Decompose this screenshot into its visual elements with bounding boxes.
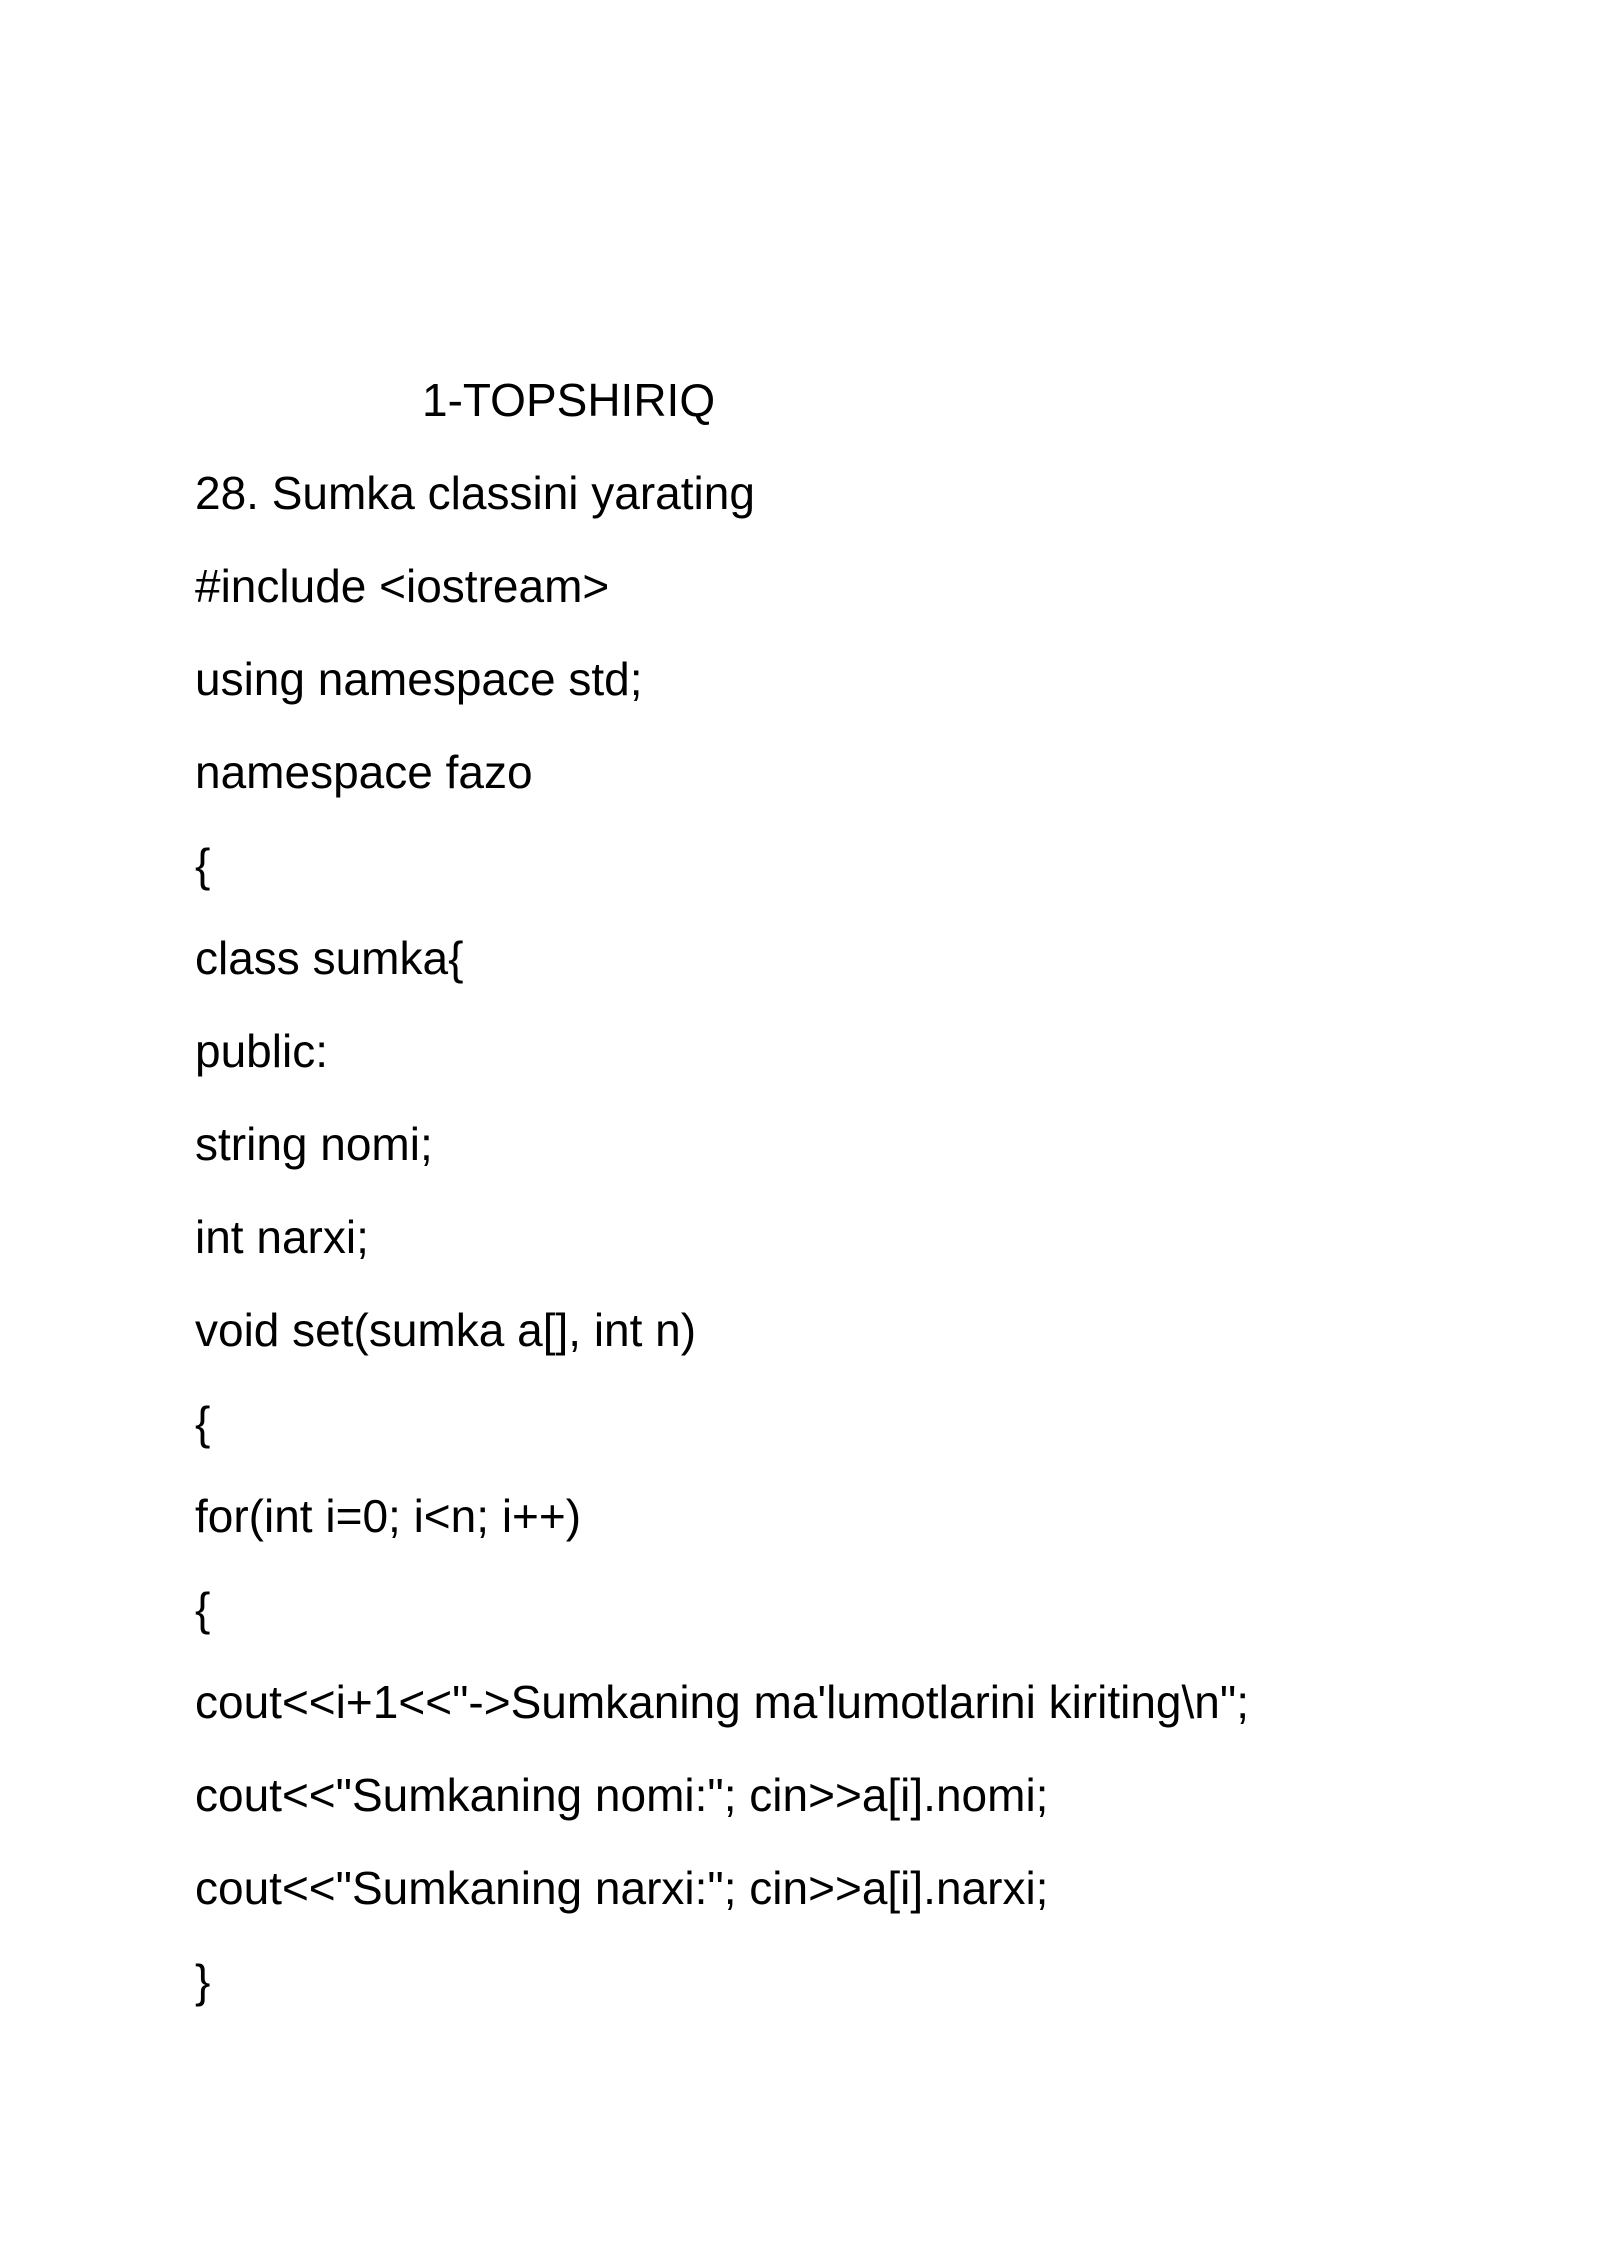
code-line: public: [195, 1025, 328, 1077]
code-line: class sumka{ [195, 932, 464, 984]
code-line: cout<<"Sumkaning narxi:"; cin>>a[i].narxi; [195, 1862, 1049, 1914]
code-line: namespace fazo [195, 746, 533, 798]
code-line: void set(sumka a[], int n) [195, 1304, 697, 1356]
task-title: 28. Sumka classini yarating [195, 467, 755, 519]
code-line: string nomi; [195, 1118, 433, 1170]
code-line: { [195, 839, 211, 891]
code-line: for(int i=0; i<n; i++) [195, 1490, 582, 1542]
code-line: cout<<i+1<<"->Sumkaning ma'lumotlarini kiriting\n"; [195, 1676, 1249, 1728]
code-line: } [195, 1955, 211, 2007]
code-line: { [195, 1583, 211, 1635]
code-line: int narxi; [195, 1211, 369, 1263]
code-line: { [195, 1397, 211, 1449]
code-line: using namespace std; [195, 653, 643, 705]
document-heading: 1-TOPSHIRIQ [422, 374, 716, 426]
code-line: #include <iostream> [195, 560, 610, 612]
code-line: cout<<"Sumkaning nomi:"; cin>>a[i].nomi; [195, 1769, 1049, 1821]
